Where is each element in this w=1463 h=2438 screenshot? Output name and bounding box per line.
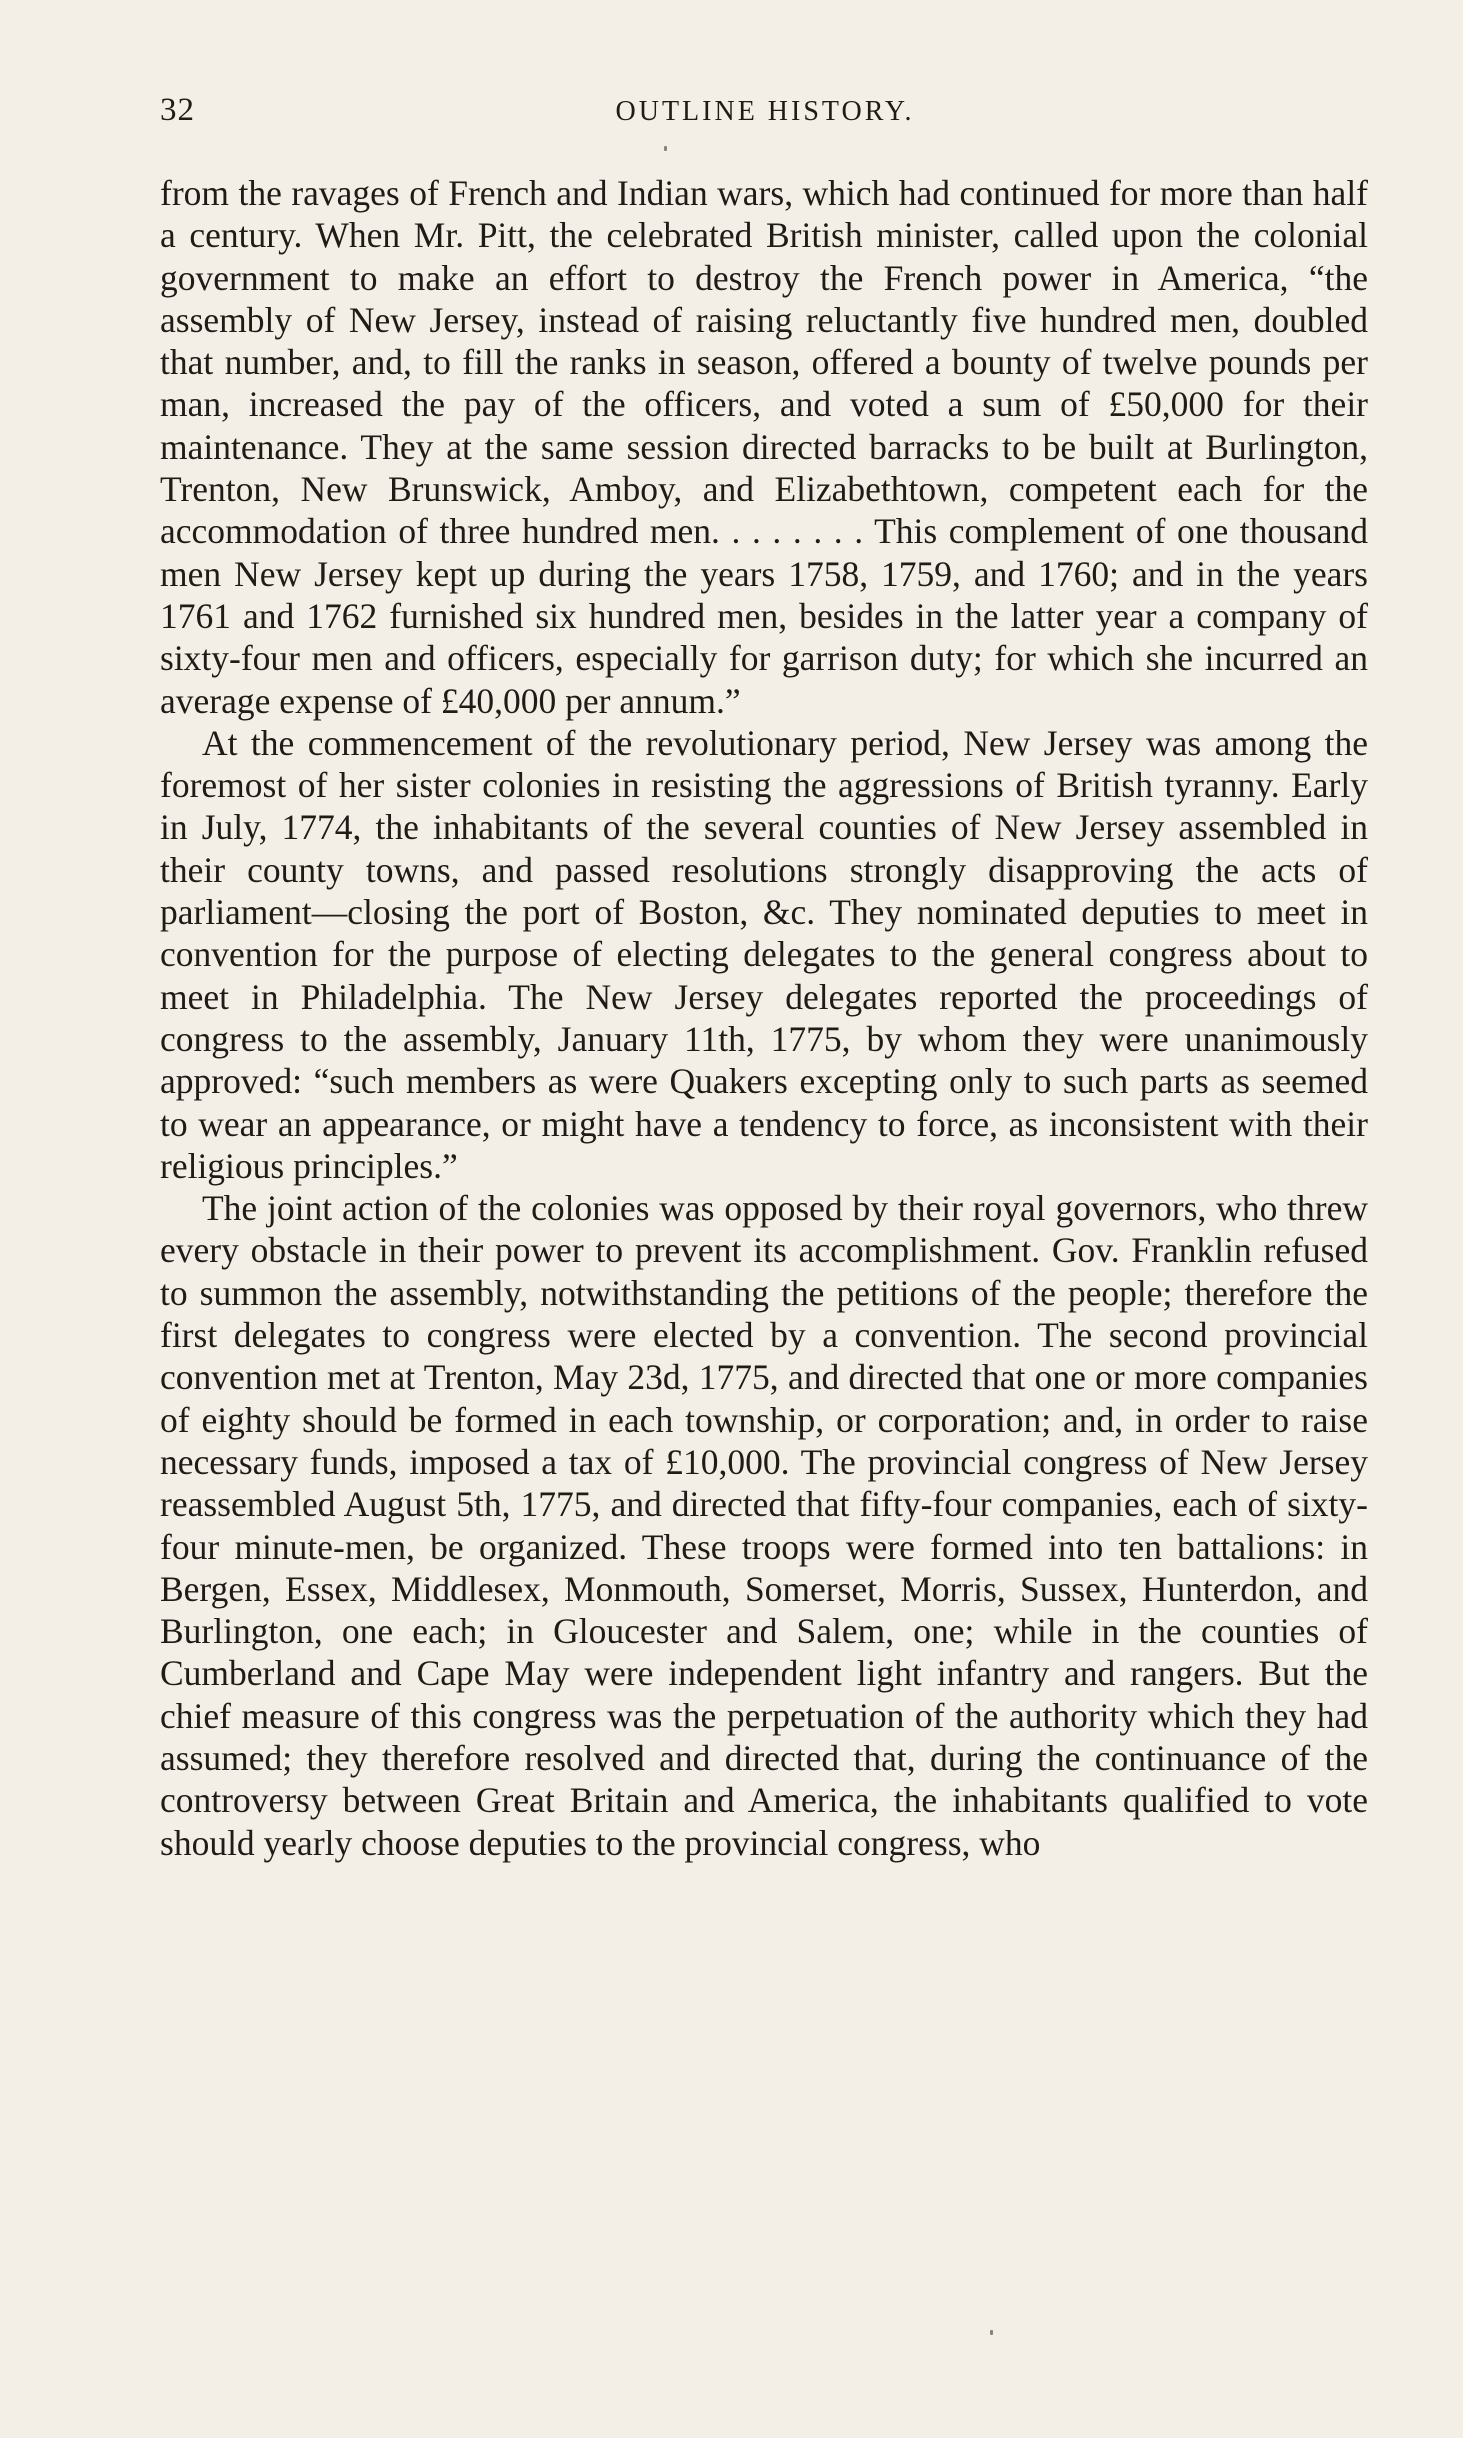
paragraph-1: from the ravages of French and Indian wars, which had continued for more than half a century. When Mr. Pitt, the celebrated British minister, called upon the colonial government to make an effort to destroy the French power in America, “the assembly of New Jersey, instead of raising reluctantly five hundred men, doubled that number, and, to fill the ranks in season, offered a bounty of twelve pounds per man, increased the pay of the officers, and voted a sum of £50,000 for their maintenance. They at the same session directed barracks to be built at Burlington, Trenton, New Brunswick, Amboy, and Elizabethtown, competent each for the accommodation of three hundred men. . . . . . . . This complement of one thousand men New Jersey kept up during the years 1758, 1759, and 1760; and in the years 1761 and 1762 furnished six hundred men, besides in the latter year a company of sixty-four men and officers, especially for garrison duty; for which she incurred an average expense of £40,000 per annum.”: [160, 173, 1368, 721]
page-header: [160, 92, 1370, 142]
paragraph-2: At the commencement of the revolutionary period, New Jersey was among the foremost of her sister colonies in resisting the aggressions of British tyranny. Early in July, 1774, the inhabitants of the several counties of New Jersey assembled in their county towns, and passed resolutions strongly disapproving the acts of parliament—closing the port of Boston, &c. They nominated deputies to meet in convention for the purpose of electing delegates to the general congress about to meet in Philadelphia. The New Jersey delegates reported the proceedings of congress to the assembly, January 11th, 1775, by whom they were unanimously approved: “such members as were Quakers excepting only to such parts as seemed to wear an appearance, or might have a tendency to force, as inconsistent with their religious principles.”: [160, 722, 1368, 1186]
running-title: OUTLINE HISTORY.: [615, 96, 915, 127]
paper-speck: [990, 2330, 993, 2335]
body-text: [160, 172, 1368, 1864]
paper-speck: [664, 146, 667, 151]
paragraph-3: The joint action of the colonies was opposed by their royal governors, who threw every obstacle in their power to prevent its accomplishment. Gov. Franklin refused to summon the assembly, notwithstanding the petitions of the people; therefore the first delegates to congress were elected by a convention. The second provincial convention met at Trenton, May 23d, 1775, and directed that one or more companies of eighty should be formed in each township, or corporation; and, in order to raise necessary funds, imposed a tax of £10,000. The provincial congress of New Jersey reassembled August 5th, 1775, and directed that fifty-four companies, each of sixty-four minute-men, be organized. These troops were formed into ten battalions: in Bergen, Essex, Middlesex, Monmouth, Somerset, Morris, Sussex, Hunterdon, and Burlington, one each; in Gloucester and Salem, one; while in the counties of Cumberland and Cape May were independent light infantry and rangers. But the chief measure of this congress was the perpetuation of the authority which they had assumed; they therefore resolved and directed that, during the continuance of the controversy between Great Britain and America, the inhabitants qualified to vote should yearly choose deputies to the provincial congress, who: [160, 1188, 1368, 1863]
page-number: 32: [160, 92, 195, 128]
